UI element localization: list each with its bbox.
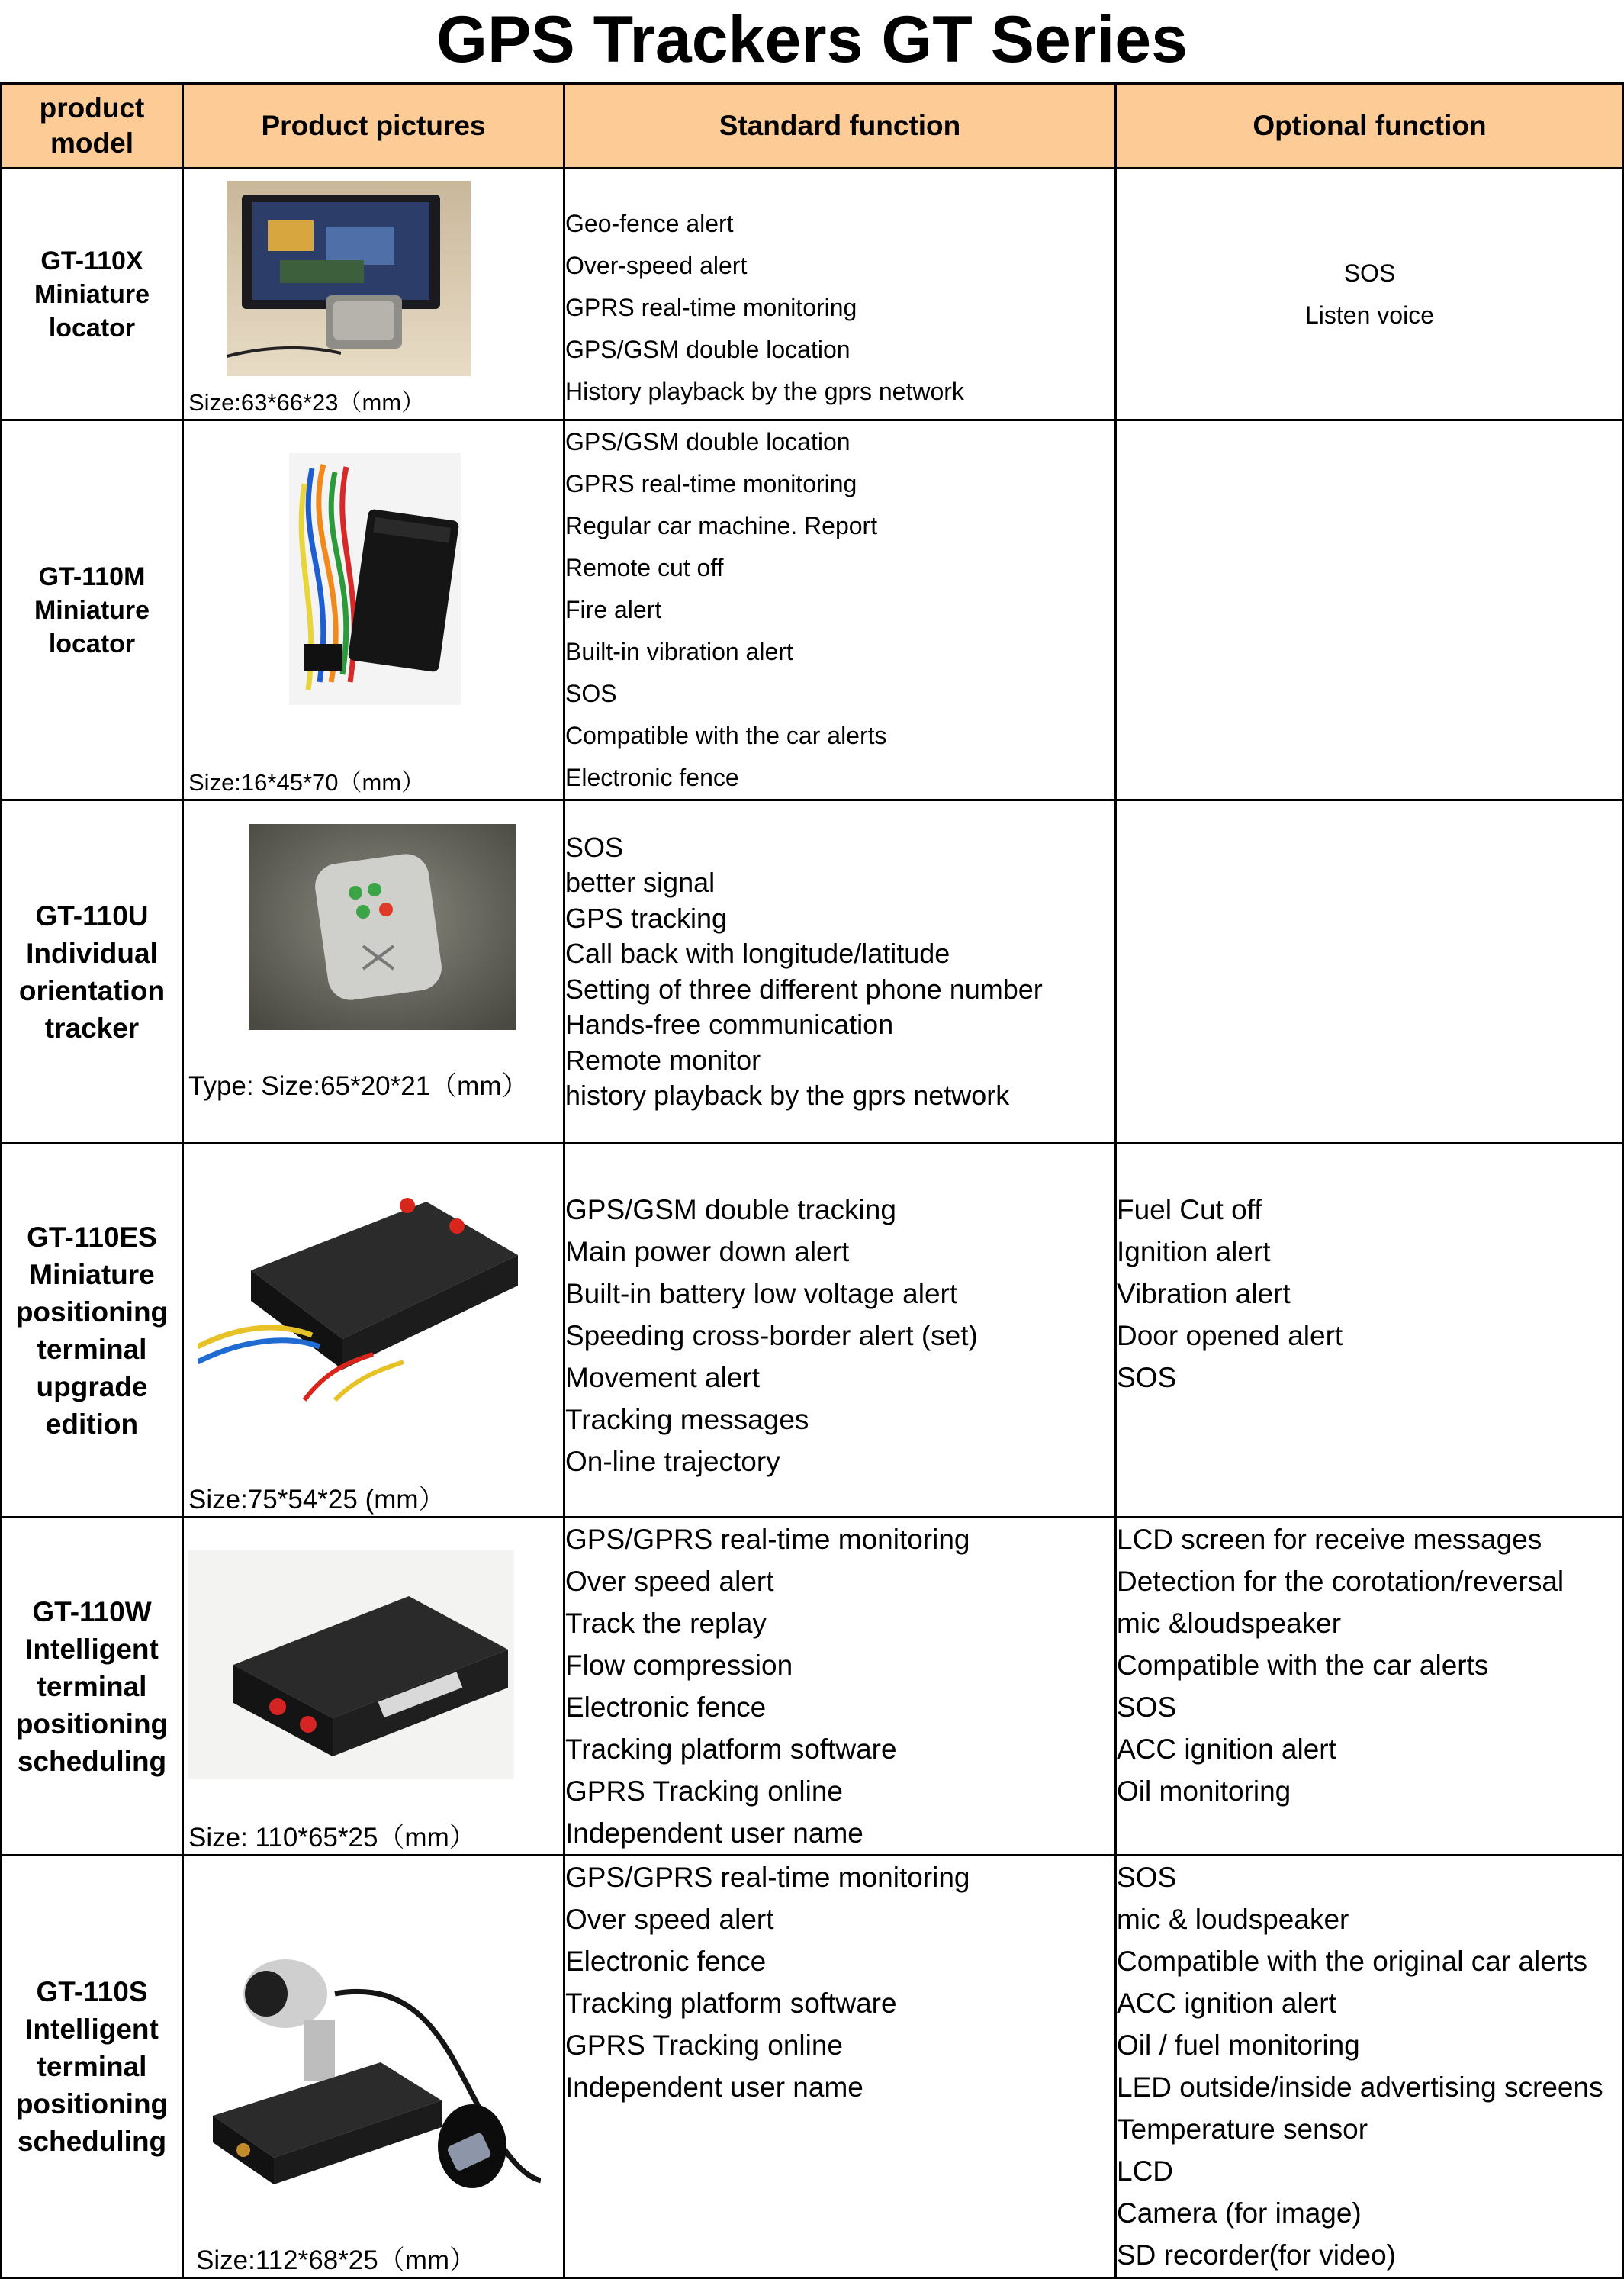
model-desc: terminal — [37, 2051, 147, 2082]
function-item: better signal — [565, 867, 716, 898]
function-item: Track the replay — [565, 1608, 767, 1639]
function-item: Tracking messages — [565, 1404, 809, 1435]
product-photo-gt110x — [227, 181, 471, 376]
function-item: GPS/GSM double location — [565, 336, 851, 363]
function-item: Movement alert — [565, 1362, 760, 1393]
function-item: Temperature sensor — [1117, 2113, 1368, 2145]
function-item: GPRS real-time monitoring — [565, 294, 857, 321]
function-item: Fuel Cut off — [1117, 1194, 1262, 1225]
function-item: mic & loudspeaker — [1117, 1904, 1349, 1935]
function-item: Over speed alert — [565, 1566, 774, 1597]
model-desc: terminal — [37, 1670, 147, 1702]
function-item: History playback by the gprs network — [565, 378, 964, 405]
size-label: Size:75*54*25 (mm） — [188, 1485, 445, 1515]
function-item: Independent user name — [565, 1817, 863, 1849]
table-row — [2, 420, 1624, 800]
model-desc: tracker — [44, 1012, 140, 1044]
model-code: GT-110ES — [27, 1221, 157, 1253]
function-item: SOS — [1117, 1862, 1177, 1893]
model-desc: positioning — [15, 1708, 169, 1740]
optional-function-cell — [1116, 420, 1624, 800]
function-item: Compatible with the car alerts — [1117, 1650, 1489, 1681]
model-cell — [2, 1144, 183, 1518]
model-desc: Intelligent — [25, 2013, 159, 2045]
standard-function-cell — [564, 800, 1116, 1144]
size-label: Size:16*45*70（mm） — [188, 769, 426, 796]
function-item: GPS tracking — [565, 902, 728, 934]
table-row — [2, 1856, 1624, 2278]
function-item: Call back with longitude/latitude — [565, 938, 950, 969]
model-code: GT-110W — [32, 1595, 152, 1627]
function-item: Geo-fence alert — [565, 210, 734, 237]
model-desc: upgrade — [36, 1370, 148, 1402]
function-item: SOS — [1343, 259, 1396, 287]
function-item: Setting of three different phone number — [565, 973, 1043, 1005]
function-item: Over-speed alert — [565, 252, 748, 279]
function-item: LED outside/inside advertising screens — [1117, 2071, 1603, 2103]
function-item: Vibration alert — [1117, 1278, 1291, 1309]
function-item: Listen voice — [1305, 301, 1434, 329]
model-desc: scheduling — [17, 1745, 167, 1777]
function-item: Electronic fence — [565, 764, 739, 791]
model-desc: Miniature — [29, 1258, 155, 1290]
function-item: ACC ignition alert — [1117, 1988, 1336, 2019]
picture-cell — [183, 800, 564, 1144]
function-item: Tracking platform software — [565, 1988, 897, 2019]
picture-cell — [183, 1856, 564, 2278]
table-row — [2, 800, 1624, 1144]
size-label: Size:63*66*23（mm） — [188, 389, 426, 416]
function-item: Hands-free communication — [565, 1009, 894, 1040]
model-cell — [2, 420, 183, 800]
picture-cell — [183, 1518, 564, 1856]
function-item: Compatible with the original car alerts — [1117, 1946, 1587, 1977]
function-item: On-line trajectory — [565, 1446, 780, 1477]
standard-function-cell — [564, 1144, 1116, 1518]
function-item: SOS — [565, 680, 617, 707]
function-item: LCD — [1117, 2155, 1174, 2187]
optional-function-cell — [1116, 1856, 1624, 2278]
picture-cell — [183, 420, 564, 800]
function-item: Speeding cross-border alert (set) — [565, 1320, 978, 1351]
model-code: GT-110S — [36, 1976, 148, 2007]
function-item: GPS/GPRS real-time monitoring — [565, 1862, 970, 1893]
model-cell — [2, 800, 183, 1144]
header-product-model: product model — [2, 84, 183, 169]
table-header-row — [2, 84, 1624, 169]
model-desc: Miniature — [34, 279, 150, 309]
function-item: mic &loudspeaker — [1117, 1608, 1342, 1639]
size-label: Type: Size:65*20*21（mm） — [188, 1071, 529, 1101]
standard-function-cell — [564, 420, 1116, 800]
function-item: Ignition alert — [1117, 1236, 1271, 1267]
product-photo-gt110m — [289, 453, 461, 705]
standard-function-cell — [564, 169, 1116, 420]
optional-function-cell — [1116, 800, 1624, 1144]
model-desc: edition — [45, 1408, 139, 1440]
picture-cell — [183, 1144, 564, 1518]
model-code: GT-110U — [35, 900, 149, 932]
function-item: SOS — [1117, 1362, 1177, 1393]
function-item: Built-in battery low voltage alert — [565, 1278, 958, 1309]
function-item: SOS — [1117, 1692, 1177, 1723]
model-desc: locator — [48, 313, 136, 343]
function-item: Built-in vibration alert — [565, 638, 793, 665]
function-item: Remote monitor — [565, 1044, 761, 1076]
function-item: Door opened alert — [1117, 1320, 1343, 1351]
model-cell — [2, 169, 183, 420]
page-title: GPS Trackers GT Series — [436, 3, 1188, 76]
optional-function-cell — [1116, 1144, 1624, 1518]
function-item: Independent user name — [565, 2071, 863, 2103]
standard-function-cell — [564, 1856, 1116, 2278]
function-item: Tracking platform software — [565, 1733, 897, 1765]
function-item: GPS/GPRS real-time monitoring — [565, 1524, 970, 1555]
function-item: SOS — [565, 831, 624, 863]
function-item: Fire alert — [565, 596, 662, 623]
header-standard-function: Standard function — [564, 84, 1116, 169]
function-item: GPRS Tracking online — [565, 2030, 844, 2061]
function-item: Over speed alert — [565, 1904, 774, 1935]
product-table — [0, 82, 1624, 2279]
model-desc: Individual — [26, 937, 158, 969]
header-optional-function: Optional function — [1116, 84, 1624, 169]
function-item: Main power down alert — [565, 1236, 850, 1267]
header-product-pictures: Product pictures — [183, 84, 564, 169]
function-item: GPS/GSM double tracking — [565, 1194, 896, 1225]
function-item: Regular car machine. Report — [565, 512, 878, 539]
function-item: Flow compression — [565, 1650, 793, 1681]
model-code: GT-110M — [38, 562, 146, 591]
function-item: Remote cut off — [565, 554, 724, 581]
function-item: Detection for the corotation/reversal — [1117, 1566, 1565, 1597]
function-item: LCD screen for receive messages — [1117, 1524, 1542, 1555]
size-label: Size:112*68*25（mm） — [196, 2245, 477, 2275]
function-item: Camera (for image) — [1117, 2197, 1362, 2229]
table-row — [2, 1518, 1624, 1856]
model-desc: terminal — [37, 1333, 147, 1365]
function-item: GPRS real-time monitoring — [565, 470, 857, 497]
model-desc: positioning — [15, 1296, 169, 1328]
product-photo-gt110s — [198, 1948, 541, 2200]
model-code: GT-110X — [40, 246, 143, 275]
model-desc: positioning — [15, 2088, 169, 2120]
function-item: history playback by the gprs network — [565, 1080, 1010, 1111]
model-desc: Miniature — [34, 595, 150, 625]
standard-function-cell — [564, 1518, 1116, 1856]
table-row — [2, 169, 1624, 420]
model-cell — [2, 1518, 183, 1856]
function-item: Oil monitoring — [1117, 1775, 1291, 1807]
product-photo-gt110w — [188, 1550, 514, 1779]
function-item: GPRS Tracking online — [565, 1775, 844, 1807]
model-desc: scheduling — [17, 2126, 167, 2157]
size-label: Size: 110*65*25（mm） — [188, 1823, 476, 1852]
model-desc: Intelligent — [25, 1633, 159, 1665]
function-item: SD recorder(for video) — [1117, 2239, 1397, 2271]
function-item: GPS/GSM double location — [565, 428, 851, 455]
function-item: Compatible with the car alerts — [565, 722, 887, 749]
model-cell — [2, 1856, 183, 2278]
function-item: Electronic fence — [565, 1946, 767, 1977]
function-item: ACC ignition alert — [1117, 1733, 1336, 1765]
model-desc: locator — [48, 629, 136, 658]
product-photo-gt110es — [198, 1171, 533, 1408]
optional-function-cell — [1116, 169, 1624, 420]
function-item: Electronic fence — [565, 1692, 767, 1723]
product-photo-gt110u — [249, 824, 516, 1030]
function-item: Oil / fuel monitoring — [1117, 2030, 1360, 2061]
model-desc: orientation — [18, 974, 166, 1006]
optional-function-cell — [1116, 1518, 1624, 1856]
table-row — [2, 1144, 1624, 1518]
picture-cell — [183, 169, 564, 420]
